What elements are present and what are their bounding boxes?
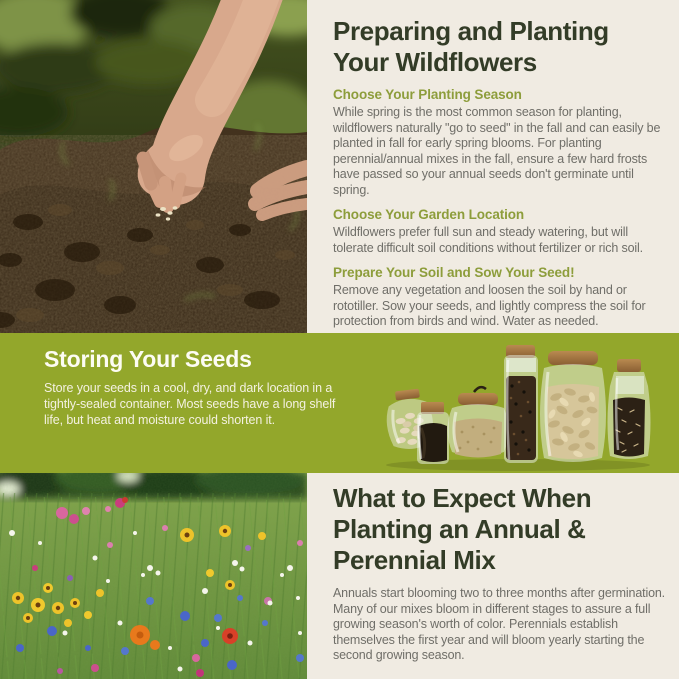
subsection-heading-garden-location: Choose Your Garden Location bbox=[333, 207, 525, 222]
jar-sunflower-seeds bbox=[608, 359, 651, 459]
band-text-block bbox=[44, 346, 344, 428]
section-body: Annuals start blooming two to three months after germination. Many of our mixes bloom in different stages to assure a full growing season's worth of color. Perennials establish themselves the first year and will bloom yearly starting the second growing season. bbox=[333, 586, 666, 662]
jar-tall-brown-seeds bbox=[504, 345, 538, 463]
band-title: Storing Your Seeds bbox=[44, 346, 252, 372]
subsection-body-planting-season: While spring is the most common season for planting, wildflowers naturally "go to seed" in the fall and can easily be planted in fall for early spring blooms. For planting perennial/annual mixes in the fall, ensure a few hard frosts have passed so your annual seeds don't germinate until spring. bbox=[333, 105, 661, 197]
subsection-body-prepare-soil: Remove any vegetation and loosen the soil by hand or rototiller. Sow your seeds, and lightly compress the soil for protection from birds and wind. Water as needed. bbox=[333, 283, 646, 328]
photo-wildflower-meadow bbox=[0, 473, 307, 679]
subsection-heading-planting-season: Choose Your Planting Season bbox=[333, 87, 522, 102]
page-title: Preparing and Planting Your Wildflowers bbox=[333, 16, 609, 77]
section-what-to-expect bbox=[307, 473, 679, 679]
jar-pumpkin-seeds bbox=[540, 351, 606, 462]
wildflower-meadow-illustration bbox=[0, 473, 307, 679]
band-body: Store your seeds in a cool, dry, and dark location in a tightly-sealed container. Most seeds have a long shelf life, but heat and moisture could shorten it. bbox=[44, 381, 336, 427]
subsection-heading-prepare-soil: Prepare Your Soil and Sow Your Seed! bbox=[333, 265, 575, 280]
subsection-body-garden-location: Wildflowers prefer full sun and steady watering, but will tolerate difficult soil conditions without fertilizer or rich soil. bbox=[333, 225, 643, 255]
jar-dark-seeds bbox=[417, 402, 449, 464]
section-title: What to Expect When Planting an Annual & Perennial Mix bbox=[333, 483, 592, 575]
seed-jars-illustration bbox=[378, 342, 656, 472]
photo-hand-sowing-seeds bbox=[0, 0, 307, 333]
section-preparing-planting bbox=[307, 0, 679, 333]
hand-sowing-illustration bbox=[0, 0, 307, 333]
photo-seed-jars bbox=[378, 342, 656, 472]
jar-sandy-seeds bbox=[448, 387, 509, 457]
